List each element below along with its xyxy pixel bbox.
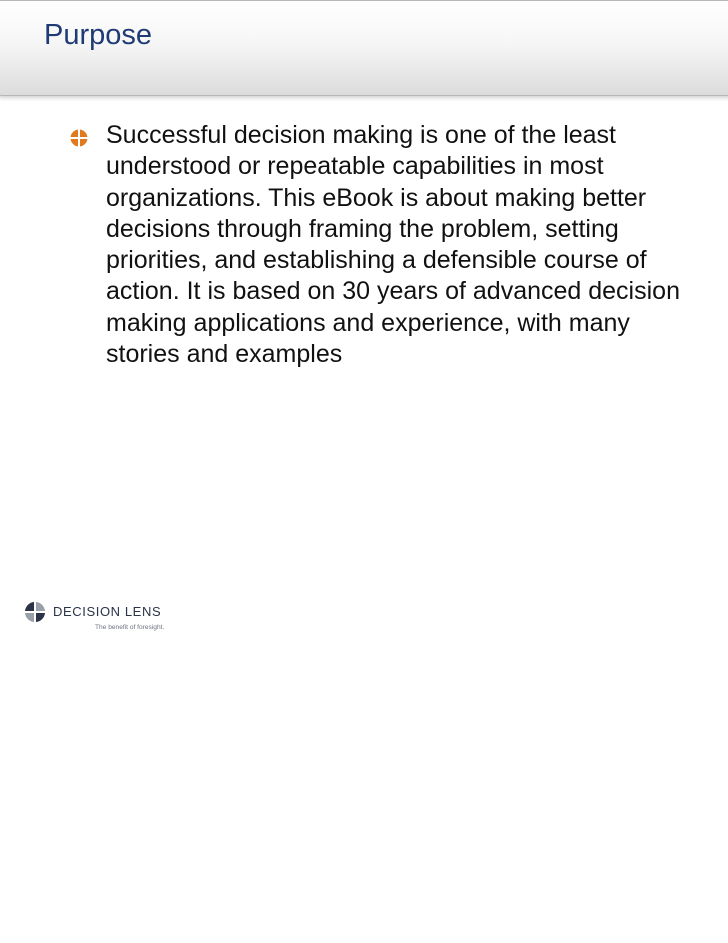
bullet-line: organizations. This eBook is about making better (106, 183, 647, 212)
slide-title: Purpose (44, 19, 153, 51)
bullet-line: making applications and experience, with many (106, 308, 630, 337)
bullet-line: understood or repeatable capabilities in most (106, 152, 604, 181)
bullet-line: priorities, and establishing a defensible course of (106, 246, 647, 275)
bullet-line: decisions through framing the problem, setting (106, 214, 619, 243)
decision-lens-logo (24, 599, 184, 637)
bullet-line: stories and examples (106, 340, 343, 369)
decision-lens-logo-icon (24, 601, 46, 623)
logo-name: DECISION LENS (53, 604, 162, 619)
bullet-text (106, 120, 728, 370)
logo-tagline: The benefit of foresight. (95, 624, 165, 631)
bullet-line: action. It is based on 30 years of advanced decision (106, 277, 680, 306)
orange-diamond-bullet-icon (70, 129, 88, 147)
bullet-line: Successful decision making is one of the least (106, 121, 616, 149)
